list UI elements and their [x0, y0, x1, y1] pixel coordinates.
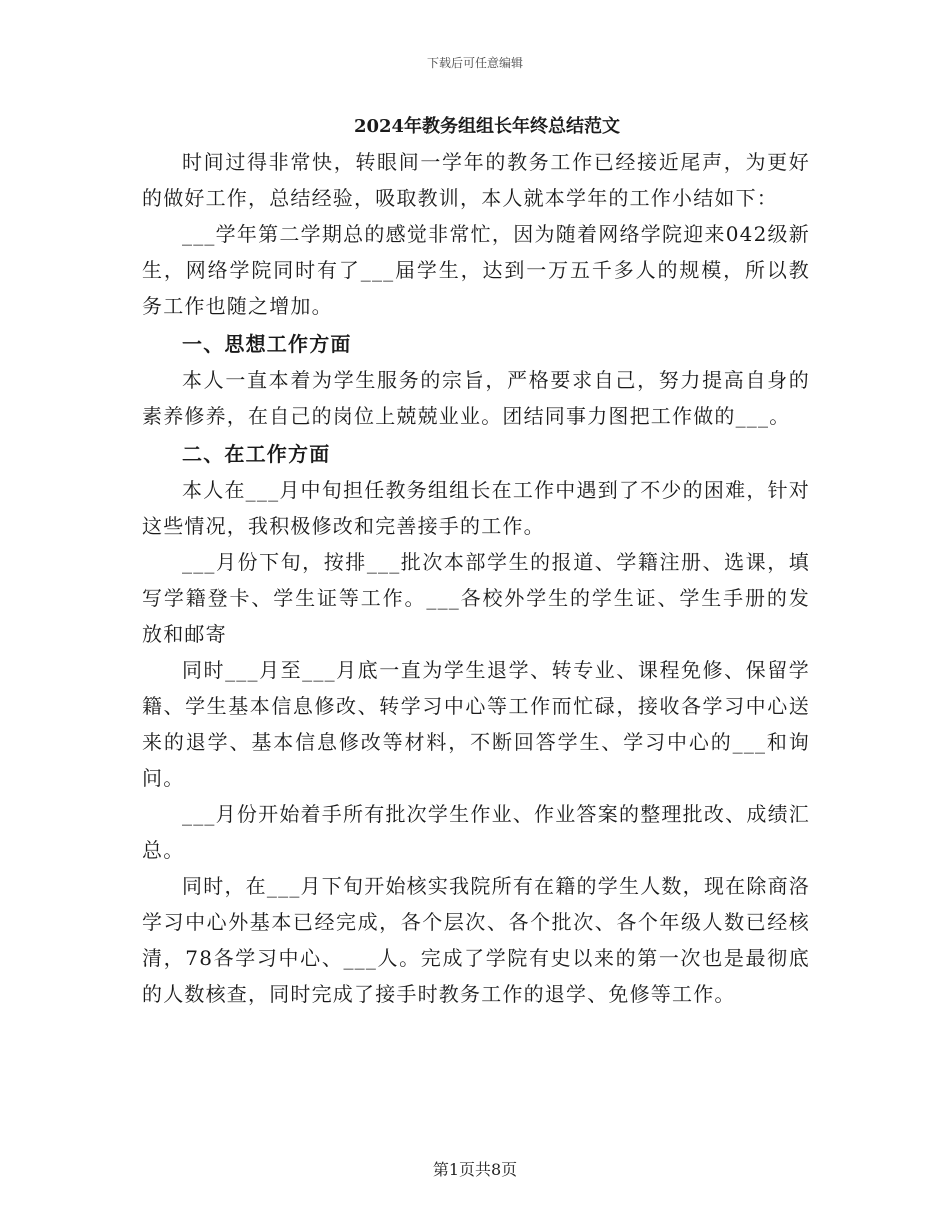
page-header-note: 下载后可任意编辑 [426, 56, 523, 70]
intro-paragraph-1: 时间过得非常快，转眼间一学年的教务工作已经接近尾声，为更好的做好工作，总结经验，吸取教训，本人就本学年的工作小结如下： [142, 150, 810, 210]
thought-paragraph-1: 本人一直本着为学生服务的宗旨，严格要求自己，努力提高自身的素养修养，在自己的岗位上兢兢业业。团结同事力图把工作做的___。 [142, 368, 810, 428]
work-paragraph-2: ___月份下旬，按排___批次本部学生的报道、学籍注册、选课，填写学籍登卡、学生证等工作。___各校外学生的学生证、学生手册的发放和邮寄 [142, 550, 810, 646]
work-paragraph-4: ___月份开始着手所有批次学生作业、作业答案的整理批改、成绩汇总。 [142, 802, 810, 862]
work-paragraph-3: 同时___月至___月底一直为学生退学、转专业、课程免修、保留学籍、学生基本信息修改、转学习中心等工作而忙碌，接收各学习中心送来的退学、基本信息修改等材料，不断回答学生、学习中心的___和询问。 [142, 658, 810, 790]
section-heading-thought: 一、思想工作方面 [182, 332, 352, 356]
work-paragraph-5: 同时，在___月下旬开始核实我院所有在籍的学生人数，现在除商洛学习中心外基本已经完成，各个层次、各个批次、各个年级人数已经核清，78各学习中心、___人。完成了学院有史以来的第一次也是最彻底的人数核查，同时完成了接手时教务工作的退学、免修等工作。 [142, 874, 810, 1006]
intro-paragraph-2: ___学年第二学期总的感觉非常忙，因为随着网络学院迎来042级新生，网络学院同时有了___届学生，达到一万五千多人的规模，所以教务工作也随之增加。 [142, 222, 810, 318]
document-title: 2024年教务组组长年终总结范文 [353, 116, 621, 137]
section-heading-work: 二、在工作方面 [182, 442, 331, 466]
document-body [142, 112, 810, 1012]
page-number-footer: 第1页共8页 [432, 1160, 518, 1179]
work-paragraph-1: 本人在___月中旬担任教务组组长在工作中遇到了不少的困难，针对这些情况，我积极修改和完善接手的工作。 [142, 478, 810, 538]
